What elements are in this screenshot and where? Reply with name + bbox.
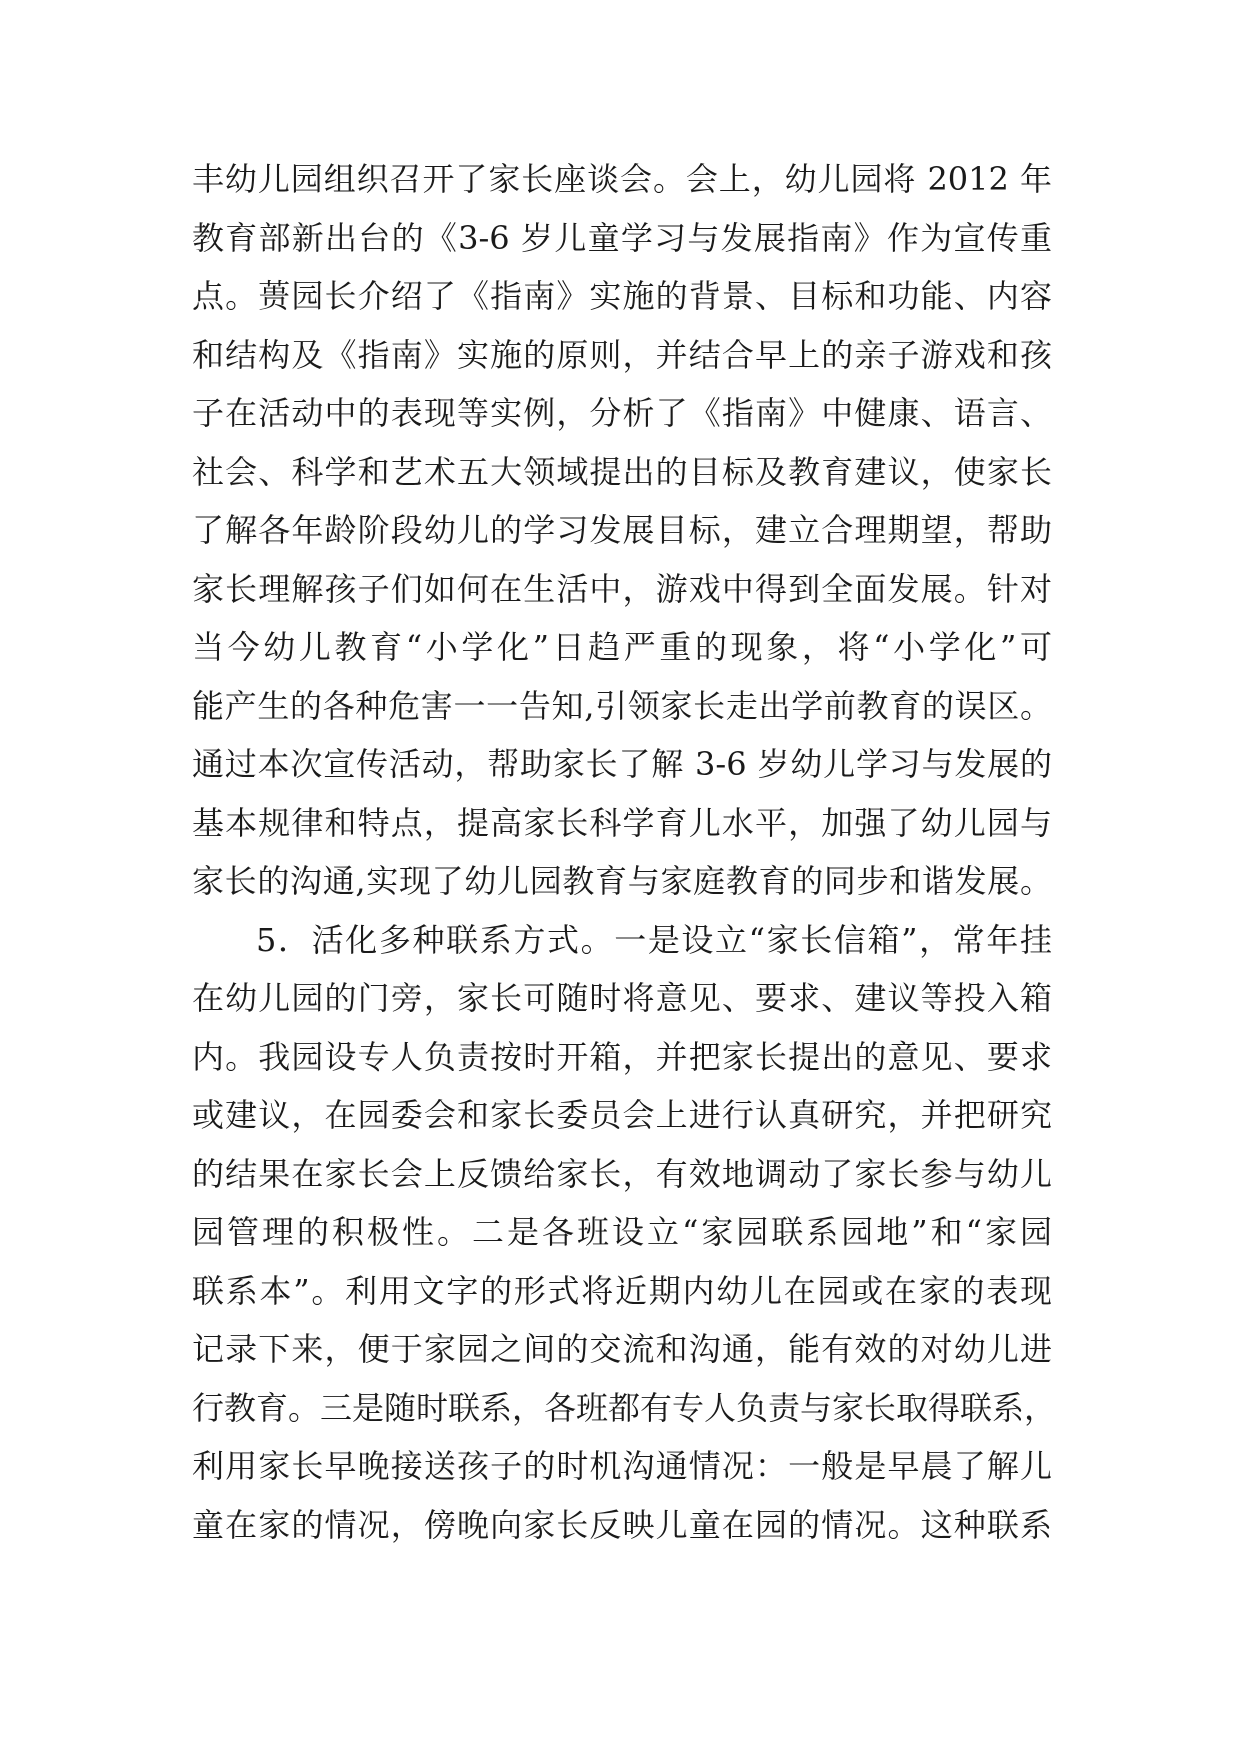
- text-line: 记录下来，便于家园之间的交流和沟通，能有效的对幼儿进: [192, 1330, 1052, 1368]
- text-line: 基本规律和特点，提高家长科学育儿水平，加强了幼儿园与: [192, 803, 1052, 842]
- text-line: 或建议，在园委会和家长委员会上进行认真研究，并把研究: [192, 1096, 1052, 1134]
- text-line: 子在活动中的表现等实例，分析了《指南》中健康、语言、: [192, 394, 1052, 432]
- text-line: 了解各年龄阶段幼儿的学习发展目标，建立合理期望，帮助: [192, 511, 1052, 549]
- text-line: 当今幼儿教育“小学化”日趋严重的现象，将“小学化”可: [192, 628, 1052, 666]
- text-line: 社会、科学和艺术五大领域提出的目标及教育建议，使家长: [192, 452, 1052, 491]
- text-line: 行教育。三是随时联系，各班都有专人负责与家长取得联系，: [192, 1388, 1057, 1427]
- text-line: 家长的沟通,实现了幼儿园教育与家庭教育的同步和谐发展。: [192, 862, 1052, 900]
- body-text: [192, 150, 1057, 1554]
- text-line: 能产生的各种危害一一告知,引领家长走出学前教育的误区。: [192, 686, 1052, 725]
- text-line: 教育部新出台的《3-6 岁儿童学习与发展指南》作为宣传重: [192, 218, 1052, 257]
- text-line: 和结构及《指南》实施的原则，并结合早上的亲子游戏和孩: [192, 335, 1052, 374]
- paragraph-start-line: 5．活化多种联系方式。一是设立“家长信箱”，常年挂: [256, 920, 1052, 959]
- text-line: 通过本次宣传活动，帮助家长了解 3-6 岁幼儿学习与发展的: [192, 745, 1052, 783]
- text-line: 童在家的情况，傍晚向家长反映儿童在园的情况。这种联系: [192, 1505, 1052, 1544]
- text-line: 丰幼儿园组织召开了家长座谈会。会上，幼儿园将 2012 年: [192, 160, 1052, 198]
- text-line: 家长理解孩子们如何在生活中，游戏中得到全面发展。针对: [192, 569, 1052, 608]
- text-line: 内。我园设专人负责按时开箱，并把家长提出的意见、要求: [192, 1037, 1052, 1076]
- text-line: 在幼儿园的门旁，家长可随时将意见、要求、建议等投入箱: [192, 979, 1052, 1017]
- text-line: 的结果在家长会上反馈给家长，有效地调动了家长参与幼儿: [192, 1154, 1052, 1193]
- text-line: 园管理的积极性。二是各班设立“家园联系园地”和“家园: [192, 1213, 1052, 1251]
- text-line: 利用家长早晚接送孩子的时机沟通情况：一般是早晨了解儿: [192, 1447, 1052, 1485]
- text-line: 点。蒉园长介绍了《指南》实施的背景、目标和功能、内容: [192, 277, 1052, 315]
- text-line: 联系本”。利用文字的形式将近期内幼儿在园或在家的表现: [192, 1271, 1052, 1310]
